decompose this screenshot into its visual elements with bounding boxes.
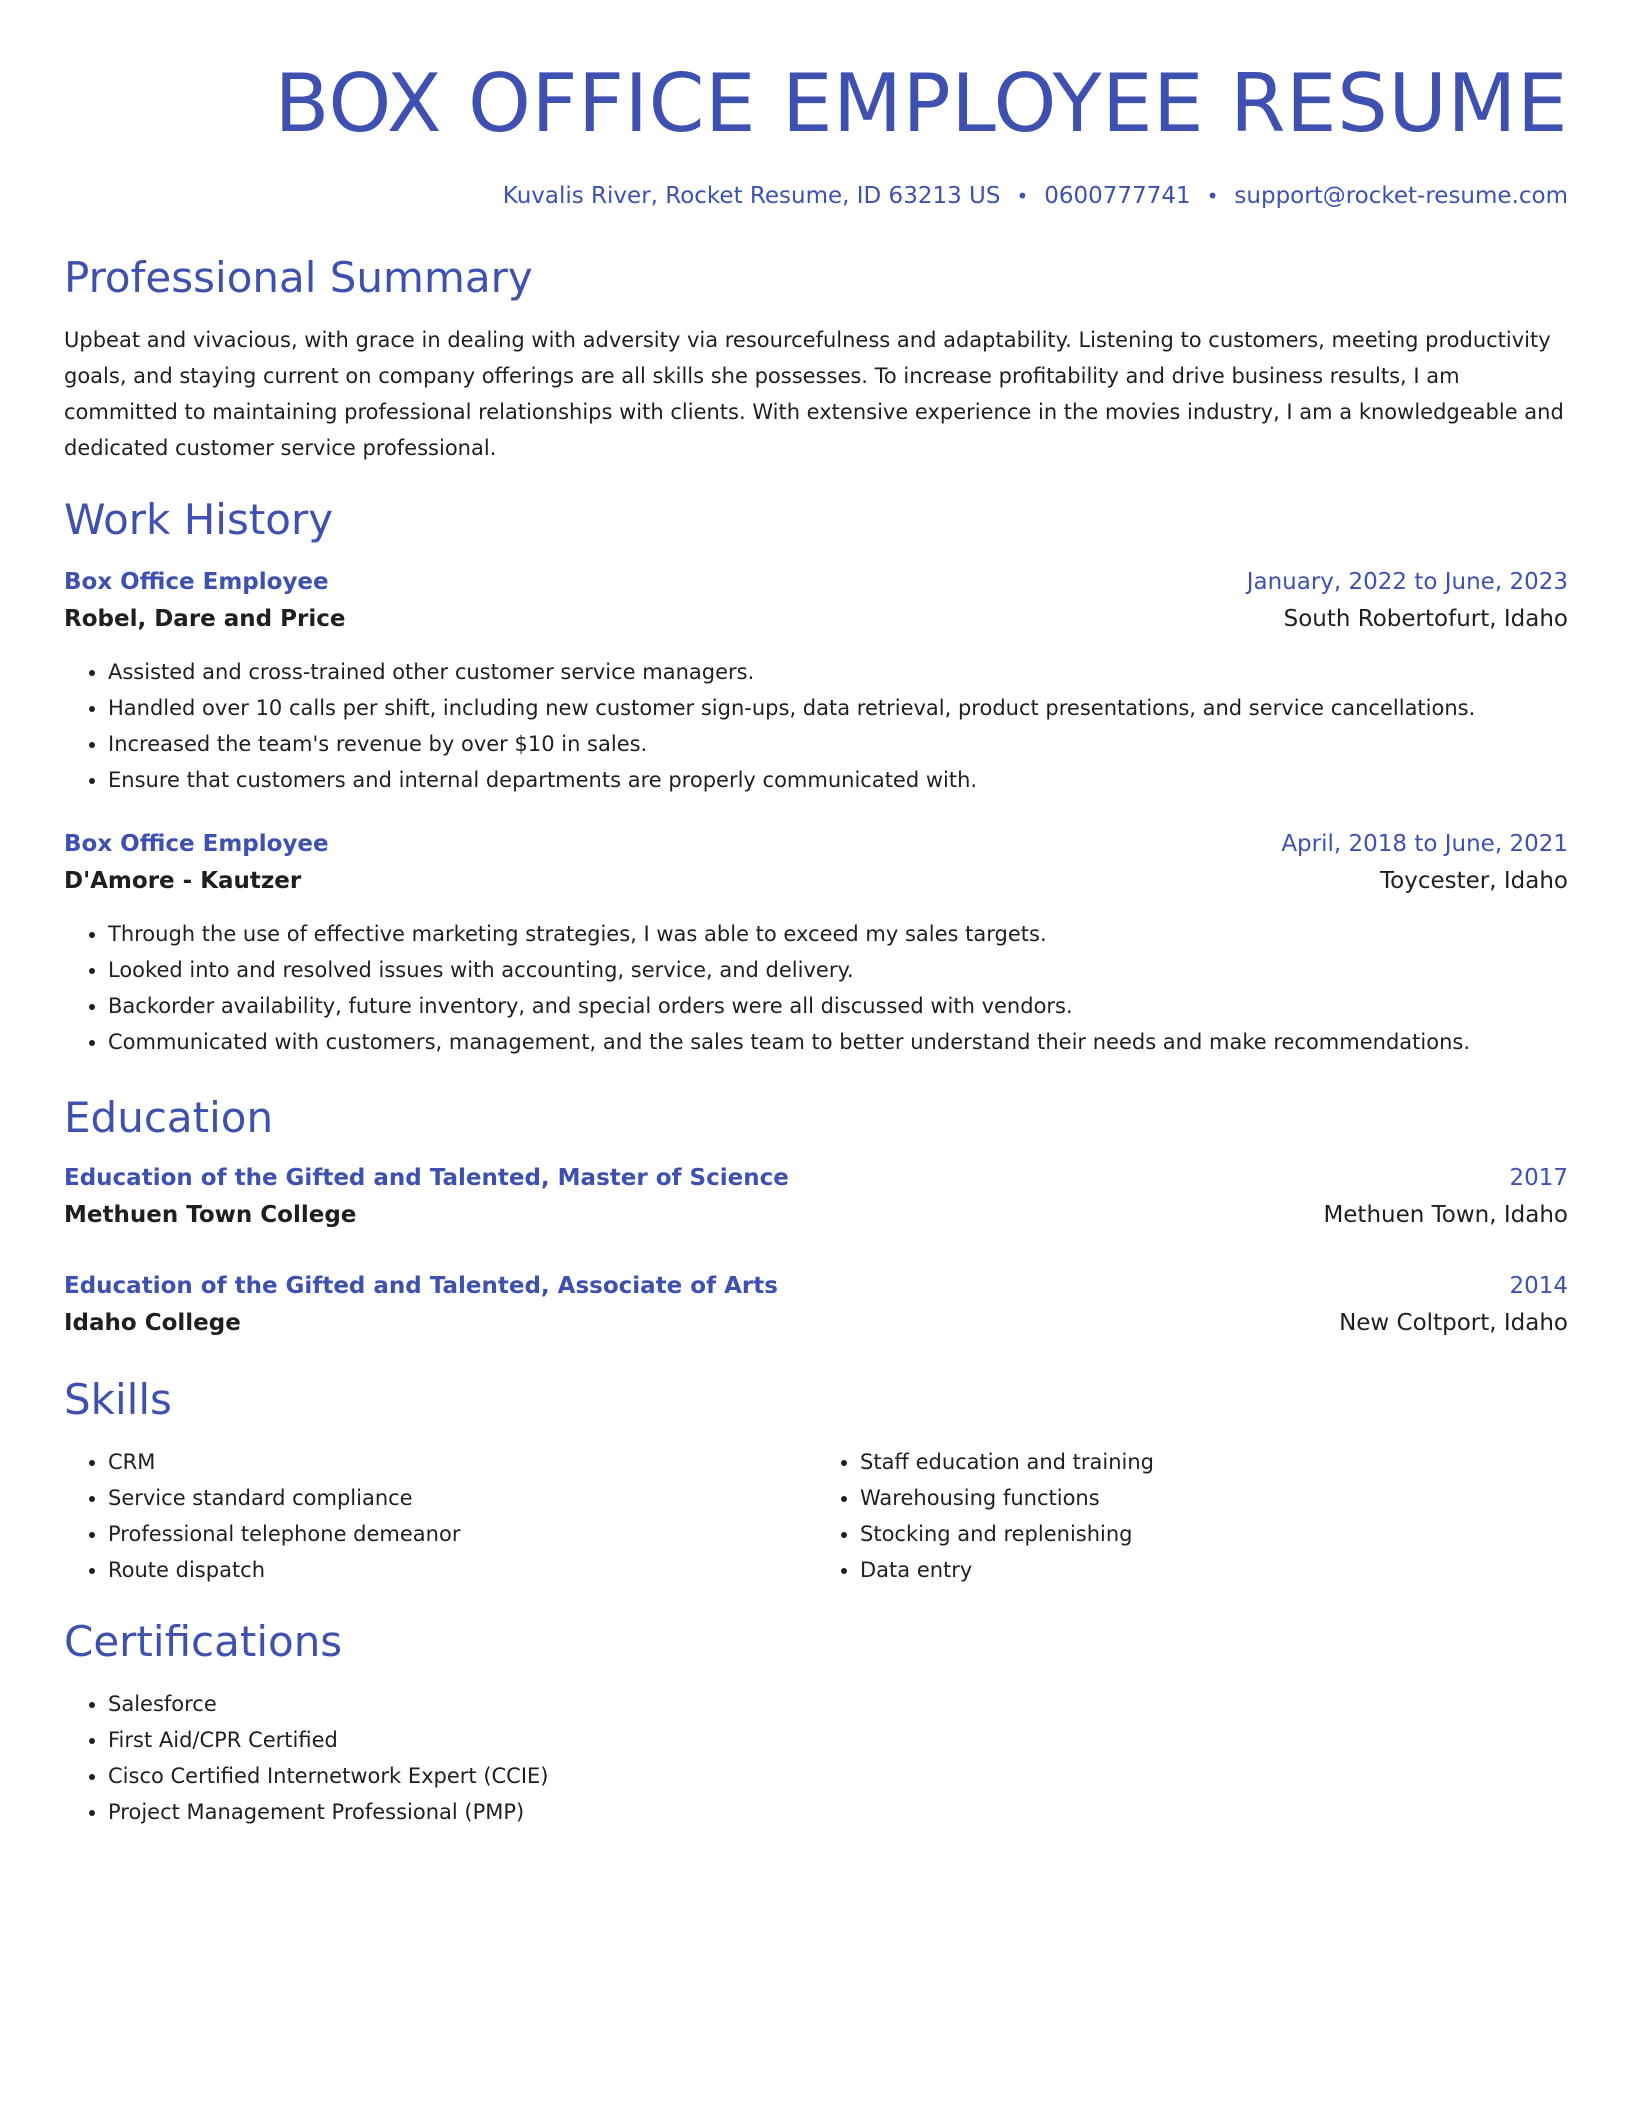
education-year: 2017 (1509, 1165, 1568, 1191)
job-bullet: • Communicated with customers, management, and the sales team to better understand their needs and make recommendations. (108, 1024, 1568, 1060)
section-heading-summary: Professional Summary (64, 253, 533, 302)
education-header-row (64, 1160, 1568, 1196)
education-school-row (64, 1304, 1568, 1342)
section-heading-education: Education (64, 1093, 274, 1142)
job-bullet: • Increased the team's revenue by over $10 in sales. (108, 726, 1568, 762)
skill-item: • Route dispatch (108, 1552, 816, 1588)
job-bullets (64, 654, 1568, 798)
job-company: D'Amore - Kautzer (64, 868, 302, 894)
resume-title: BOX OFFICE EMPLOYEE RESUME (274, 57, 1568, 150)
job-company: Robel, Dare and Price (64, 606, 346, 632)
job-company-row (64, 600, 1568, 638)
job-bullet: • Looked into and resolved issues with accounting, service, and delivery. (108, 952, 1568, 988)
education-school-row (64, 1196, 1568, 1234)
job-bullet: • Through the use of effective marketing strategies, I was able to exceed my sales targets. (108, 916, 1568, 952)
job-header-row (64, 564, 1568, 600)
skills-list-left (64, 1444, 816, 1588)
job-title: Box Office Employee (64, 831, 329, 857)
job-location: South Robertofurt, Idaho (1283, 606, 1568, 632)
job-title: Box Office Employee (64, 569, 329, 595)
certification-item: • Salesforce (108, 1686, 1568, 1722)
contact-address: Kuvalis River, Rocket Resume, ID 63213 US (502, 183, 1001, 209)
job-header-row (64, 826, 1568, 862)
certification-item: • First Aid/CPR Certified (108, 1722, 1568, 1758)
education-degree: Education of the Gifted and Talented, Master of Science (64, 1165, 789, 1191)
education-entry (64, 1268, 1568, 1342)
contact-phone: 0600777741 (1044, 183, 1191, 209)
job-dates: April, 2018 to June, 2021 (1281, 831, 1568, 857)
section-heading-skills: Skills (64, 1375, 172, 1424)
skill-item: • Service standard compliance (108, 1480, 816, 1516)
education-location: Methuen Town, Idaho (1323, 1202, 1568, 1228)
education-year: 2014 (1509, 1273, 1568, 1299)
job-bullet: • Ensure that customers and internal departments are properly communicated with. (108, 762, 1568, 798)
certification-item: • Cisco Certified Internetwork Expert (CCIE) (108, 1758, 1568, 1794)
certification-item: • Project Management Professional (PMP) (108, 1794, 1568, 1830)
contact-email: support@rocket-resume.com (1234, 183, 1568, 209)
job-location: Toycester, Idaho (1380, 868, 1568, 894)
section-heading-certifications: Certifications (64, 1617, 343, 1666)
skills-columns (64, 1444, 1568, 1588)
job-bullet: • Handled over 10 calls per shift, including new customer sign-ups, data retrieval, product presentations, and service cancellations. (108, 690, 1568, 726)
skill-item: • Staff education and training (860, 1444, 1568, 1480)
contact-separator: • (1016, 184, 1029, 208)
education-entry (64, 1160, 1568, 1234)
certifications-list (64, 1686, 1568, 1830)
skill-item: • Stocking and replenishing (860, 1516, 1568, 1552)
job-company-row (64, 862, 1568, 900)
education-location: New Coltport, Idaho (1339, 1310, 1568, 1336)
summary-text: Upbeat and vivacious, with grace in dealing with adversity via resourcefulness and adaptability. Listening to customers, meeting productivity goals, and staying current on company offerings are all skills she possesses. To increase profitability and drive business results, I am committed to maintaining professional relationships with clients. With extensive experience in the movies industry, I am a knowledgeable and dedicated customer service professional. (64, 328, 1564, 460)
job-dates: January, 2022 to June, 2023 (1246, 569, 1568, 595)
skill-item: • Warehousing functions (860, 1480, 1568, 1516)
skills-list-right (816, 1444, 1568, 1588)
contact-separator: • (1206, 184, 1219, 208)
skill-item: • Data entry (860, 1552, 1568, 1588)
education-degree: Education of the Gifted and Talented, Associate of Arts (64, 1273, 778, 1299)
job-entry (64, 564, 1568, 798)
skill-item: • Professional telephone demeanor (108, 1516, 816, 1552)
education-header-row (64, 1268, 1568, 1304)
skill-item: • CRM (108, 1444, 816, 1480)
education-school: Idaho College (64, 1310, 241, 1336)
section-heading-work: Work History (64, 495, 334, 544)
education-school: Methuen Town College (64, 1202, 357, 1228)
job-bullet: • Backorder availability, future inventory, and special orders were all discussed with vendors. (108, 988, 1568, 1024)
job-entry (64, 826, 1568, 1060)
job-bullet: • Assisted and cross-trained other customer service managers. (108, 654, 1568, 690)
contact-line (64, 180, 1568, 212)
job-bullets (64, 916, 1568, 1060)
